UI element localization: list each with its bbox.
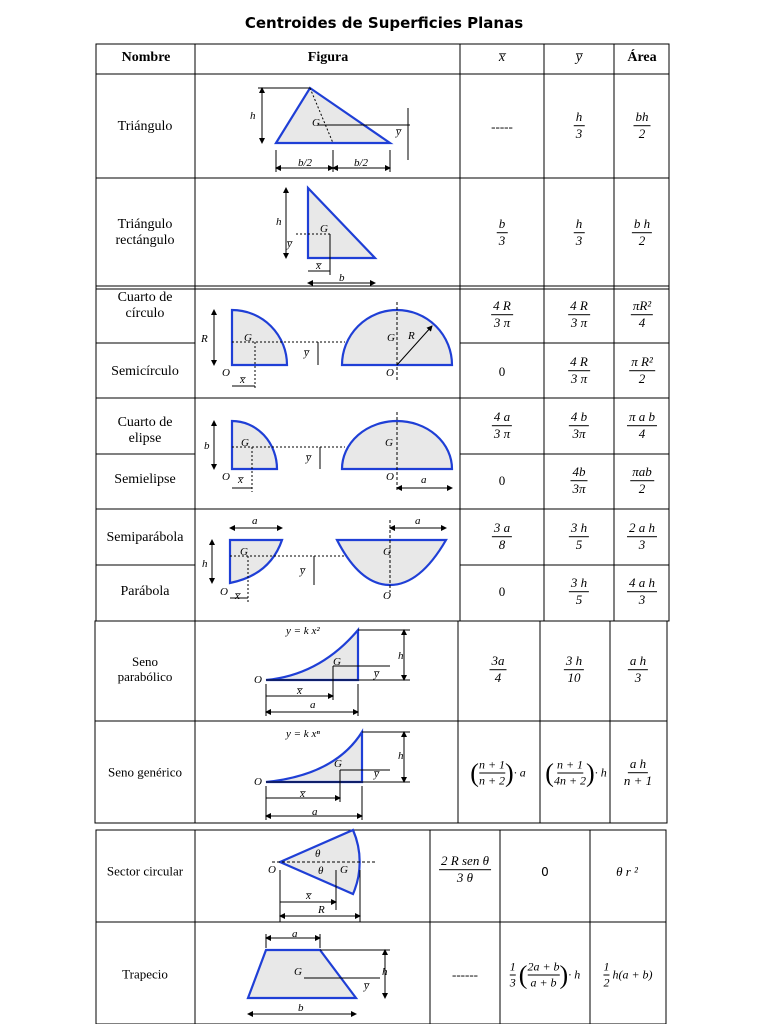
cuarto-elipse-x: $\frac{4 a}{3 \pi}$ <box>493 409 511 442</box>
parabola-y: $\frac{3 h}{5}$ <box>570 575 588 608</box>
semielipse-x: 0 <box>498 473 506 488</box>
cuarto-elipse-area: $\frac{\text{π a b}}{4}$ <box>628 409 656 442</box>
sector-y: 0 <box>541 865 549 879</box>
trapecio-x: ------ <box>452 967 478 982</box>
trapezoid-figure <box>248 934 390 1014</box>
row-name-seno-parabolico: Seno parabólico <box>117 654 173 684</box>
semicirculo-y: $\frac{4 R}{3 \pi}$ <box>570 354 588 387</box>
triangulo-rect-x: $\frac{b}{3}$ <box>498 216 506 249</box>
cuarto-circulo-y: $\frac{4 R}{3 \pi}$ <box>570 298 588 331</box>
header-area: Área <box>627 49 657 65</box>
row-name-triangulo: Triángulo <box>117 118 173 134</box>
trapecio-area: 1 2 h(a + b) <box>603 959 653 990</box>
row-name-semielipse: Semielipse <box>114 471 176 487</box>
triangulo-rect-area: $\frac{\text{b h}}{2}$ <box>633 216 651 249</box>
parabola-area: $\frac{\text{4 a h}}{3}$ <box>629 575 655 608</box>
semicirculo-x: 0 <box>498 364 506 379</box>
row-name-seno-generico: Seno genérico <box>107 764 183 780</box>
semiparabola-y: $\frac{3 h}{5}$ <box>570 520 588 553</box>
seno-parabolico-y: $\frac{3 h}{10}$ <box>565 653 583 686</box>
general-spandrel-figure <box>266 732 410 820</box>
sector-x: 2 R sen θ 3 θ <box>441 853 489 886</box>
semiparabola-x: $\frac{3 a}{8}$ <box>493 520 511 553</box>
semielipse-area: πab 2 <box>632 464 652 497</box>
semielipse-y: $\frac{4b}{3\pi}$ <box>572 464 586 497</box>
header-xbar: x̅ <box>498 49 506 65</box>
page-title: Centroides de Superficies Planas <box>244 14 524 32</box>
row-name-cuarto-circulo: Cuarto de círculo <box>117 289 173 321</box>
row-name-triangulo-rect: Triángulo rectángulo <box>115 216 175 248</box>
row-name-sector: Sector circular <box>106 863 184 879</box>
right-triangle-figure <box>286 188 375 283</box>
row-name-semicirculo: Semicírculo <box>111 363 179 379</box>
seno-generico-area: $\frac{\text{a h}}{n + 1}$ <box>623 756 653 789</box>
row-name-parabola: Parábola <box>120 583 170 599</box>
parabola-x: 0 <box>498 584 506 599</box>
seno-generico-y: ( n + 1 4n + 2 ) · h <box>545 757 607 788</box>
header-figure: Figura <box>307 49 349 65</box>
semiparabola-figure <box>212 520 446 602</box>
triangulo-area: $\frac{bh}{2}$ <box>635 109 649 142</box>
triangulo-y: $\frac{h}{3}$ <box>575 109 583 142</box>
header-name: Nombre <box>121 49 171 65</box>
seno-parabolico-area: $\frac{\text{a h}}{3}$ <box>629 653 647 686</box>
cuarto-circulo-area: $\frac{\text{πR²}}{4}$ <box>632 298 652 331</box>
semicirculo-area: $\frac{\text{π R²}}{2}$ <box>631 354 653 387</box>
triangulo-rect-y: $\frac{h}{3}$ <box>575 216 583 249</box>
semiparabola-area: $\frac{\text{2 a h}}{3}$ <box>629 520 655 553</box>
header-ybar: y̅ <box>575 49 583 65</box>
quarter-ellipse-figure <box>214 412 452 492</box>
parabolic-spandrel-figure <box>266 630 410 716</box>
triangulo-x: ----- <box>491 119 513 134</box>
row-name-trapecio: Trapecio <box>122 966 168 982</box>
circular-sector-figure <box>272 830 375 922</box>
cuarto-circulo-x: $\frac{4 R}{3 \pi}$ <box>493 298 511 331</box>
seno-parabolico-x: $\frac{3a}{4}$ <box>491 653 505 686</box>
cuarto-elipse-y: $\frac{4 b}{3\pi}$ <box>570 409 588 442</box>
row-name-semiparabola: Semiparábola <box>106 529 184 545</box>
sector-area: θ r ² <box>616 864 638 879</box>
trapecio-y: 1 3 ( 2a + b a + b ) · h <box>509 959 581 990</box>
row-name-cuarto-elipse: Cuarto de elipse <box>117 414 173 446</box>
triangle-figure <box>258 88 410 172</box>
seno-generico-x: ( n + 1 n + 2 ) · a <box>470 757 526 788</box>
quarter-circle-figure <box>214 302 452 390</box>
figure-labels: h G y̅ b/2 b/2 h G y̅ x̅ b R G O x̅ y̅ G R O b G O x̅ y̅ G O a a h G O x̅ y̅ a G O y = k x² h G y̅ O x̅ a y = k xⁿ h G y̅ O x̅ a O θ θ G x̅ R a G h y̅ b <box>201 110 427 1014</box>
